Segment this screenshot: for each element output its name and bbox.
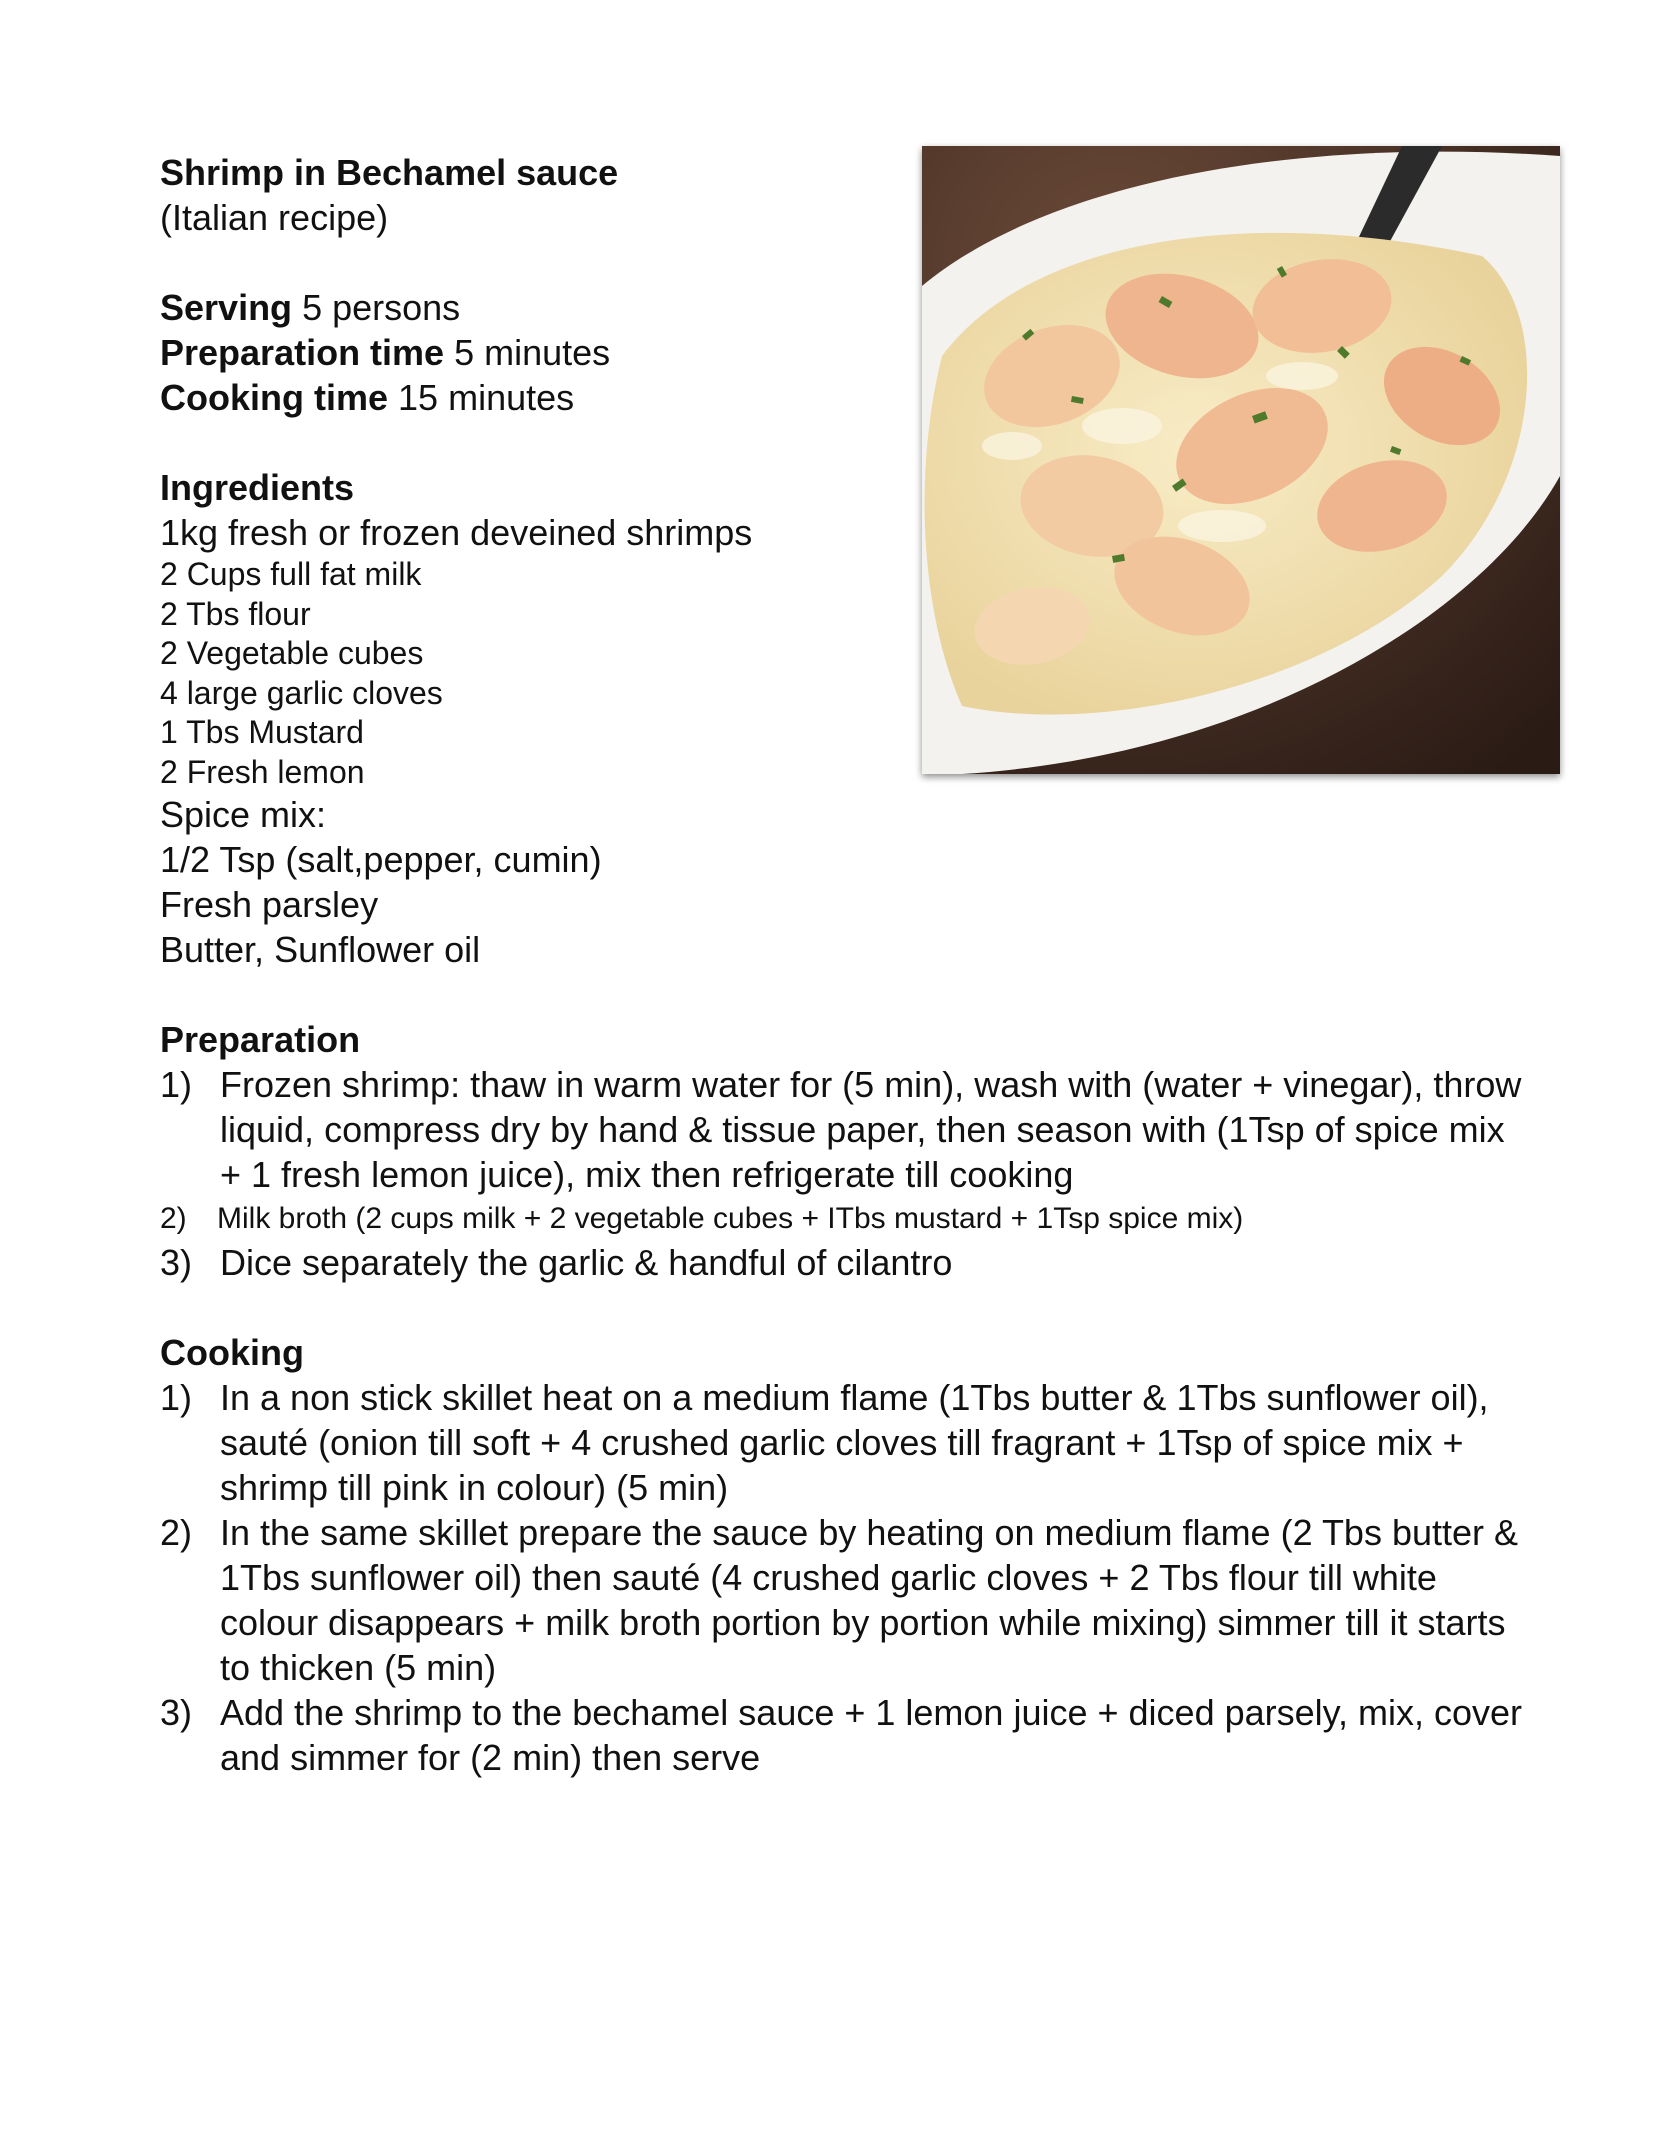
preparation-steps	[160, 1062, 1540, 1285]
step-text: In the same skillet prepare the sauce by heating on medium flame (2 Tbs butter & 1Tbs sunflower oil) then sauté (4 crushed garlic cloves + 2 Tbs flour till white colour disappears + milk broth portion by portion while mixing) simmer till it starts to thicken (5 min)	[220, 1512, 1519, 1688]
ingredient-item: 2 Cups full fat milk	[160, 556, 422, 592]
cooking-step	[160, 1375, 1530, 1510]
ingredient-item: 1 Tbs Mustard	[160, 714, 364, 750]
ingredient-item: Fresh parsley	[160, 884, 379, 925]
preparation-heading: Preparation	[160, 1019, 361, 1060]
step-text: Frozen shrimp: thaw in warm water for (5 min), wash with (water + vinegar), throw liquid, compress dry by hand & tissue paper, then season with (1Tsp of spice mix + 1 fresh lemon juice), mix then refrigerate till cooking	[220, 1064, 1522, 1195]
step-text: Dice separately the garlic & handful of cilantro	[220, 1242, 953, 1283]
cooking-steps	[160, 1375, 1540, 1780]
ingredient-item: Butter, Sunflower oil	[160, 929, 481, 970]
ingredient-item: 1kg fresh or frozen deveined shrimps	[160, 512, 753, 553]
cooking-heading: Cooking	[160, 1332, 304, 1373]
step-text: In a non stick skillet heat on a medium flame (1Tbs butter & 1Tbs sunflower oil), sauté (onion till soft + 4 crushed garlic cloves till fragrant + 1Tsp of spice mix + shrimp till pink in colour) (5 min)	[220, 1377, 1489, 1508]
cooking-step	[160, 1510, 1530, 1690]
ingredient-item: 2 Vegetable cubes	[160, 635, 424, 671]
ingredient-item: 1/2 Tsp (salt,pepper, cumin)	[160, 839, 602, 880]
shrimp-dish-illustration	[922, 146, 1560, 774]
preparation-step	[160, 1240, 1530, 1285]
preparation-step	[160, 1062, 1530, 1197]
step-number: 1)	[160, 1377, 193, 1418]
ingredient-item: 4 large garlic cloves	[160, 674, 443, 711]
recipe-subtitle: (Italian recipe)	[160, 197, 389, 238]
step-number: 1)	[160, 1064, 193, 1105]
recipe-title: Shrimp in Bechamel sauce	[160, 152, 619, 193]
step-text: Add the shrimp to the bechamel sauce + 1 lemon juice + diced parsely, mix, cover and simmer for (2 min) then serve	[220, 1692, 1522, 1778]
ingredient-item: 2 Fresh lemon	[160, 753, 365, 790]
serving-value: 5 persons	[302, 287, 461, 328]
step-number: 3)	[160, 1242, 193, 1283]
serving-label: Serving	[160, 287, 293, 328]
step-number: 2)	[160, 1512, 193, 1553]
ingredient-item: 2 Tbs flour	[160, 595, 311, 632]
dish-photo	[922, 146, 1560, 774]
step-text: Milk broth (2 cups milk + 2 vegetable cubes + ITbs mustard + 1Tsp spice mix)	[217, 1202, 1244, 1235]
prep-time-label: Preparation time	[160, 332, 445, 373]
preparation-step	[160, 1197, 1527, 1240]
ingredients-heading: Ingredients	[160, 467, 355, 508]
step-number: 3)	[160, 1692, 193, 1733]
step-number: 2)	[160, 1202, 187, 1235]
cook-time-label: Cooking time	[160, 377, 389, 418]
prep-time-value: 5 minutes	[454, 332, 611, 373]
cooking-step	[160, 1690, 1530, 1780]
ingredient-item: Spice mix:	[160, 794, 327, 835]
cook-time-value: 15 minutes	[398, 377, 575, 418]
